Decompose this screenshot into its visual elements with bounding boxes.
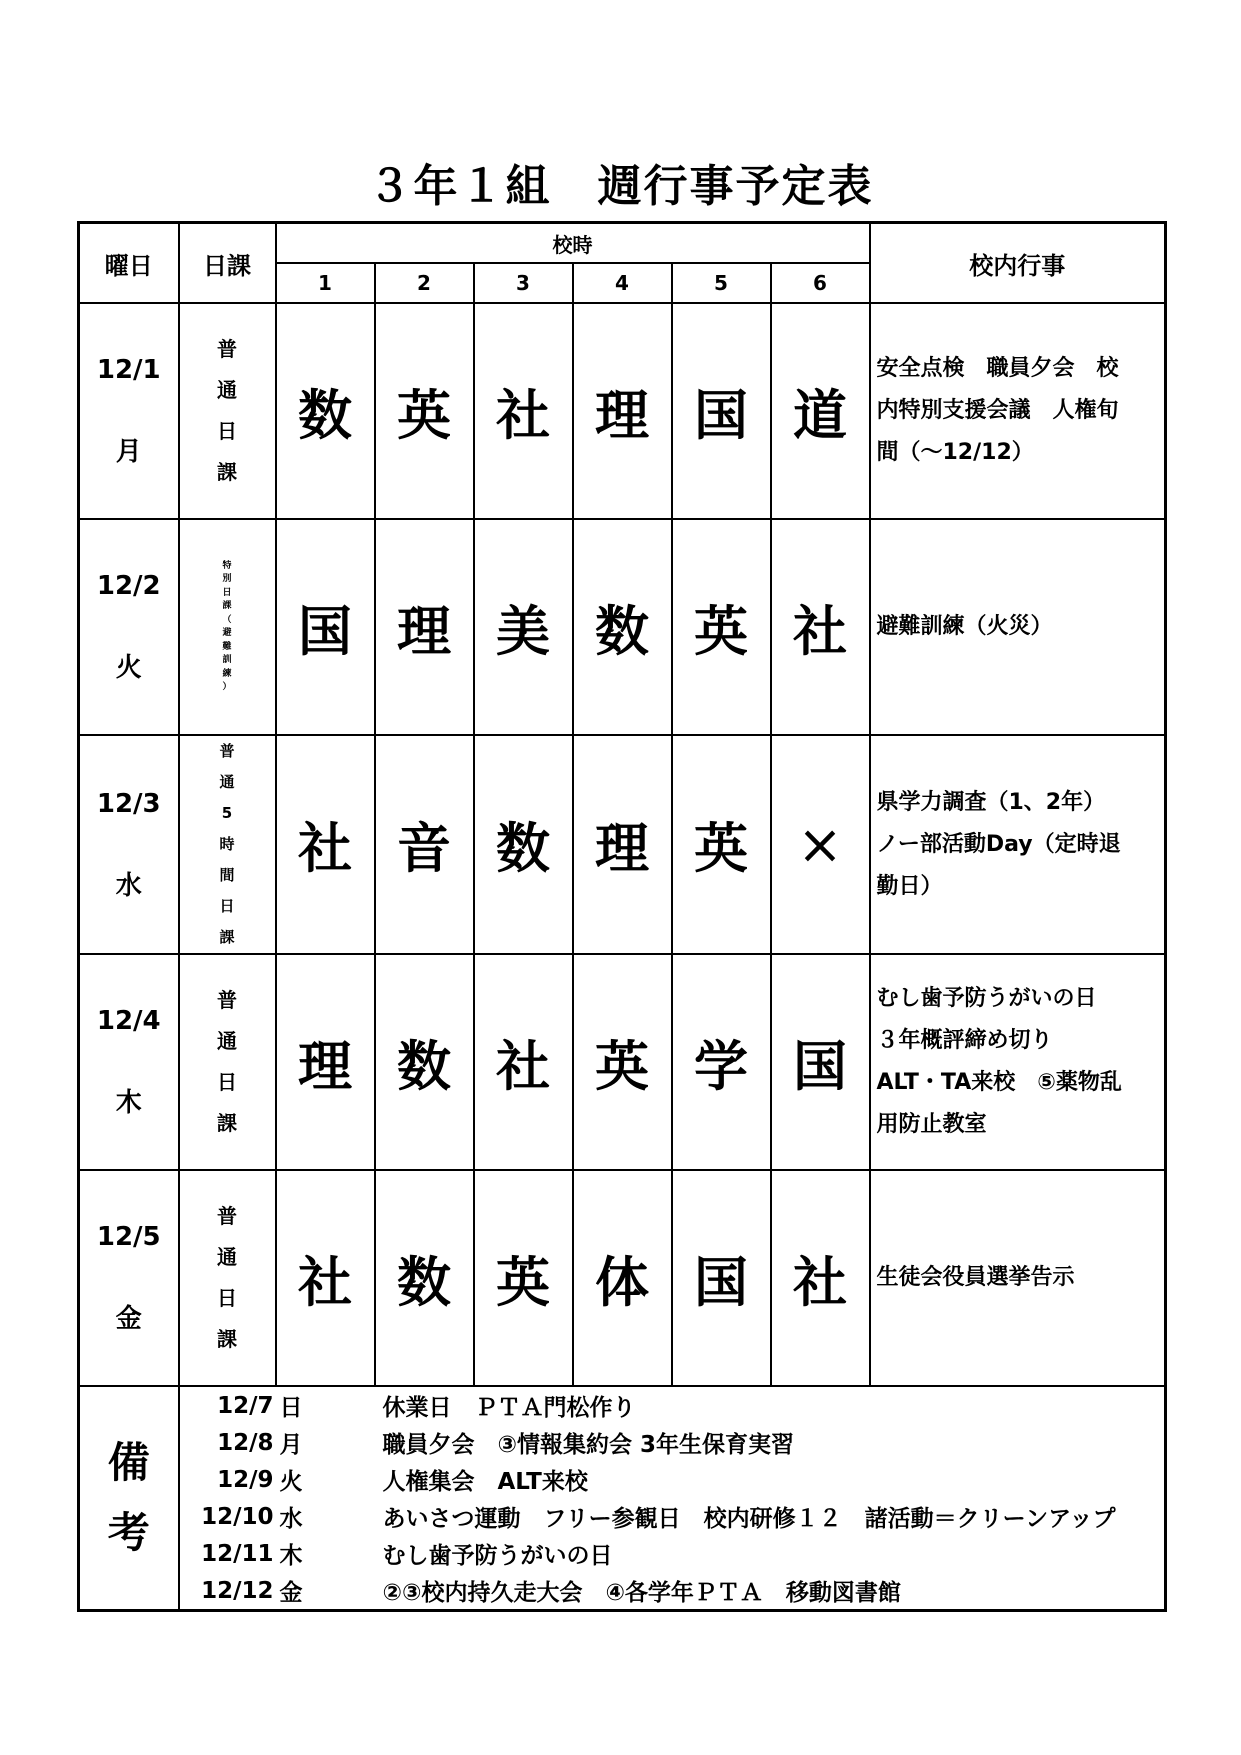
note-date: 12/10 bbox=[201, 1503, 274, 1530]
page-title: ３年１組 週行事予定表 bbox=[367, 161, 874, 212]
note-date: 12/12 bbox=[201, 1577, 274, 1604]
day-date-cell bbox=[79, 519, 179, 735]
note-day: 木 bbox=[279, 1543, 303, 1569]
period-header: 6 bbox=[771, 263, 870, 303]
nikka-char: 日 bbox=[222, 587, 232, 598]
nikka-char: 5 bbox=[221, 804, 233, 822]
day-date-cell bbox=[79, 735, 179, 954]
subject-cell: 美 bbox=[474, 519, 573, 735]
nikka-char: 別 bbox=[222, 574, 232, 584]
event-line: ALT・TA来校 ⑤薬物乱 bbox=[876, 1070, 1122, 1095]
day-date: 12/3 bbox=[96, 788, 161, 819]
period-header: 3 bbox=[474, 263, 573, 303]
subject-cell: 数 bbox=[474, 735, 573, 954]
event-line: 用防止教室 bbox=[876, 1112, 987, 1137]
event-line: ノー部活動Day（定時退 bbox=[876, 831, 1121, 857]
nikka-char: 課 bbox=[219, 928, 235, 946]
event-cell bbox=[870, 519, 1166, 735]
day-weekday: 水 bbox=[115, 870, 142, 901]
biko-row bbox=[79, 1386, 1166, 1611]
note-row bbox=[180, 1572, 1165, 1609]
event-line: 避難訓練（火災） bbox=[876, 614, 1053, 639]
note-text: 休業日 ＰＴＡ門松作り bbox=[382, 1395, 636, 1421]
subject-cell: 社 bbox=[276, 1170, 375, 1386]
day-row bbox=[79, 954, 1166, 1170]
header-youbi: 曜日 bbox=[79, 223, 179, 304]
subject-cell: 英 bbox=[474, 1170, 573, 1386]
subject-cell: 社 bbox=[771, 519, 870, 735]
event-line: 内特別支援会議 人権旬 bbox=[876, 398, 1119, 423]
note-row bbox=[180, 1535, 1165, 1572]
subject-cell: 学 bbox=[672, 954, 771, 1170]
event-line: 県学力調査（1、2年） bbox=[876, 789, 1106, 815]
note-row bbox=[180, 1387, 1165, 1424]
nikka-char: 課 bbox=[217, 1111, 237, 1135]
nikka-char: 通 bbox=[217, 1245, 237, 1269]
note-text: ②③校内持久走大会 ④各学年ＰＴＡ 移動図書館 bbox=[382, 1580, 901, 1606]
note-row bbox=[180, 1424, 1165, 1461]
day-date-cell bbox=[79, 954, 179, 1170]
period-header: 1 bbox=[276, 263, 375, 303]
nikka-char: 日 bbox=[217, 1286, 237, 1310]
note-day: 火 bbox=[279, 1469, 303, 1495]
note-day: 金 bbox=[279, 1580, 303, 1606]
biko-label-char: 考 bbox=[107, 1508, 150, 1557]
event-line: 勤日） bbox=[876, 873, 943, 899]
day-row bbox=[79, 1170, 1166, 1386]
note-day: 水 bbox=[279, 1506, 303, 1532]
note-text: むし歯予防うがいの日 bbox=[382, 1543, 613, 1569]
nikka-char: 日 bbox=[217, 419, 237, 443]
event-line: 安全点検 職員夕会 校 bbox=[876, 356, 1119, 381]
nikka-char: 通 bbox=[217, 378, 237, 402]
note-text: あいさつ運動 フリー参観日 校内研修１２ 諸活動＝クリーンアップ bbox=[382, 1506, 1116, 1532]
subject-cell: 体 bbox=[573, 1170, 672, 1386]
event-cell bbox=[870, 303, 1166, 519]
note-date: 12/9 bbox=[217, 1466, 274, 1493]
day-weekday: 木 bbox=[115, 1088, 142, 1118]
header-kouji: 校時 bbox=[276, 223, 870, 264]
subject-cell: × bbox=[771, 735, 870, 954]
period-header: 5 bbox=[672, 263, 771, 303]
biko-notes bbox=[179, 1386, 1166, 1611]
nikka-cell bbox=[179, 954, 276, 1170]
nikka-char: 通 bbox=[217, 1029, 237, 1053]
subject-cell: 数 bbox=[276, 303, 375, 519]
note-row bbox=[180, 1461, 1165, 1498]
note-date: 12/11 bbox=[201, 1540, 274, 1567]
subject-cell: 国 bbox=[771, 954, 870, 1170]
nikka-cell bbox=[179, 519, 276, 735]
subject-cell: 理 bbox=[375, 519, 474, 735]
nikka-char: ） bbox=[222, 682, 232, 692]
subject-cell: 国 bbox=[276, 519, 375, 735]
subject-cell: 数 bbox=[375, 1170, 474, 1386]
nikka-char: 難 bbox=[222, 641, 232, 652]
biko-label-cell bbox=[79, 1386, 179, 1611]
subject-cell: 英 bbox=[573, 954, 672, 1170]
nikka-char: 避 bbox=[222, 628, 232, 638]
nikka-char: 日 bbox=[217, 1070, 237, 1094]
nikka-char: 課 bbox=[222, 601, 232, 611]
period-header: 4 bbox=[573, 263, 672, 303]
nikka-char: 普 bbox=[217, 1204, 237, 1228]
note-text: 人権集会 ALT来校 bbox=[382, 1469, 588, 1495]
event-line: 間（〜12/12） bbox=[876, 440, 1034, 465]
day-date-cell bbox=[79, 1170, 179, 1386]
nikka-char: 時 bbox=[219, 835, 235, 853]
note-day: 日 bbox=[279, 1395, 303, 1421]
event-line: 生徒会役員選挙告示 bbox=[876, 1265, 1075, 1290]
period-header: 2 bbox=[375, 263, 474, 303]
subject-cell: 数 bbox=[573, 519, 672, 735]
nikka-char: 通 bbox=[219, 773, 235, 791]
subject-cell: 理 bbox=[276, 954, 375, 1170]
day-date-cell bbox=[79, 303, 179, 519]
nikka-char: 特 bbox=[222, 560, 232, 571]
nikka-char: 訓 bbox=[222, 655, 232, 665]
day-row bbox=[79, 519, 1166, 735]
biko-label-char: 備 bbox=[107, 1438, 150, 1487]
nikka-cell bbox=[179, 1170, 276, 1386]
note-day: 月 bbox=[279, 1432, 303, 1458]
nikka-char: 日 bbox=[219, 897, 235, 915]
day-row bbox=[79, 303, 1166, 519]
event-line: ３年概評締め切り bbox=[876, 1028, 1053, 1053]
day-date: 12/5 bbox=[96, 1222, 161, 1252]
day-row bbox=[79, 735, 1166, 954]
day-weekday: 火 bbox=[115, 653, 142, 683]
day-date: 12/2 bbox=[96, 571, 161, 601]
subject-cell: 英 bbox=[672, 519, 771, 735]
nikka-char: 課 bbox=[217, 460, 237, 484]
note-date: 12/7 bbox=[217, 1392, 274, 1419]
nikka-cell bbox=[179, 735, 276, 954]
day-weekday: 金 bbox=[115, 1304, 142, 1334]
subject-cell: 理 bbox=[573, 735, 672, 954]
day-date: 12/4 bbox=[96, 1006, 161, 1036]
nikka-char: 普 bbox=[217, 988, 237, 1012]
note-date: 12/8 bbox=[217, 1429, 274, 1456]
subject-cell: 社 bbox=[474, 303, 573, 519]
header-nikka: 日課 bbox=[179, 223, 276, 304]
subject-cell: 数 bbox=[375, 954, 474, 1170]
subject-cell: 英 bbox=[672, 735, 771, 954]
subject-cell: 道 bbox=[771, 303, 870, 519]
subject-cell: 音 bbox=[375, 735, 474, 954]
header-events: 校内行事 bbox=[870, 223, 1166, 304]
subject-cell: 社 bbox=[474, 954, 573, 1170]
event-line: むし歯予防うがいの日 bbox=[876, 986, 1097, 1011]
subject-cell: 国 bbox=[672, 303, 771, 519]
subject-cell: 国 bbox=[672, 1170, 771, 1386]
nikka-char: 練 bbox=[222, 668, 232, 679]
nikka-cell bbox=[179, 303, 276, 519]
event-cell bbox=[870, 954, 1166, 1170]
note-text: 職員夕会 ③情報集約会 3年生保育実習 bbox=[382, 1432, 794, 1458]
nikka-char: （ bbox=[222, 614, 232, 625]
note-row bbox=[180, 1498, 1165, 1535]
nikka-char: 普 bbox=[219, 742, 235, 760]
day-date: 12/1 bbox=[96, 355, 161, 385]
schedule-table bbox=[77, 221, 1167, 1612]
subject-cell: 社 bbox=[276, 735, 375, 954]
subject-cell: 社 bbox=[771, 1170, 870, 1386]
subject-cell: 英 bbox=[375, 303, 474, 519]
nikka-char: 課 bbox=[217, 1327, 237, 1351]
nikka-char: 間 bbox=[219, 866, 235, 884]
event-cell bbox=[870, 1170, 1166, 1386]
nikka-char: 普 bbox=[217, 337, 237, 361]
day-weekday: 月 bbox=[115, 437, 142, 467]
subject-cell: 理 bbox=[573, 303, 672, 519]
event-cell bbox=[870, 735, 1166, 954]
